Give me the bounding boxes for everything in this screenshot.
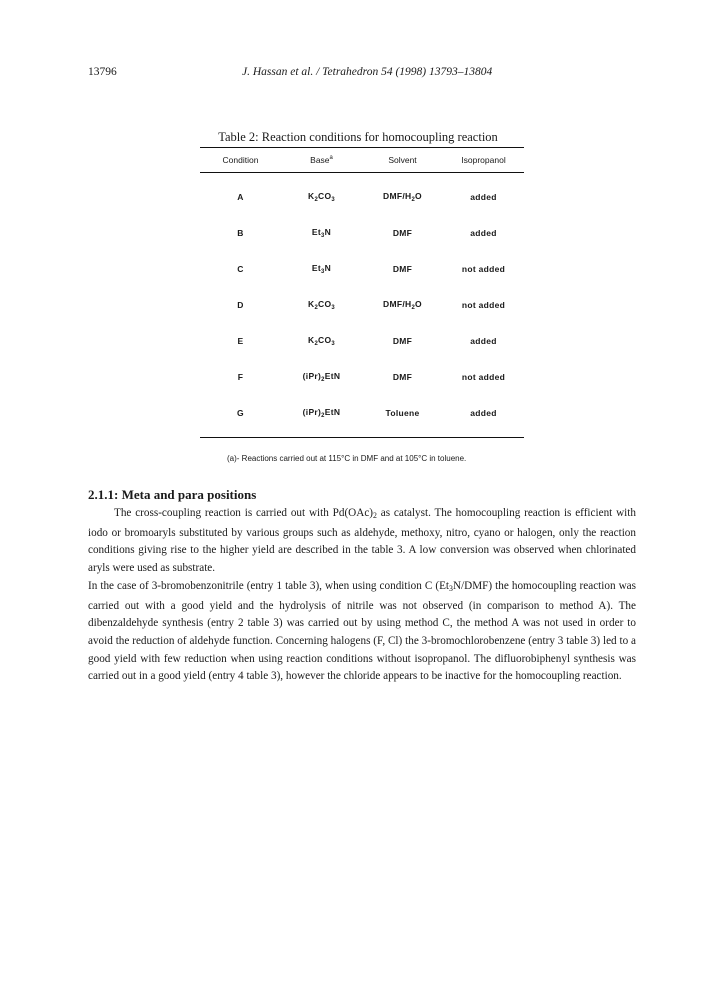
cell-solvent: DMF xyxy=(392,228,413,238)
table-row xyxy=(200,395,524,437)
running-head: J. Hassan et al. / Tetrahedron 54 (1998) 13793–13804 xyxy=(242,66,493,78)
reaction-conditions-table xyxy=(200,130,524,438)
table-body xyxy=(200,173,524,437)
cell-condition: G xyxy=(237,408,244,418)
page-number: 13796 xyxy=(88,66,117,78)
cell-solvent: DMF/$H_2O$ xyxy=(383,299,422,311)
table-row xyxy=(200,251,524,287)
cell-condition: E xyxy=(237,336,244,346)
cell-base: $K_2CO_3$ xyxy=(307,299,336,311)
cell-base: $K_2CO_3$ xyxy=(307,191,336,203)
cell-condition: B xyxy=(237,228,244,238)
table-footnote: (a)- Reactions carried out at 115°C in DMF and at 105°C in toluene. xyxy=(227,454,467,463)
cell-solvent: DMF xyxy=(392,336,413,346)
cell-isopropanol: added xyxy=(470,228,497,238)
column-header-base: Base$^a$ xyxy=(310,155,333,165)
column-header-solvent: Solvent xyxy=(388,155,417,165)
cell-solvent: DMF/$H_2O$ xyxy=(383,191,422,203)
cell-isopropanol: not added xyxy=(461,300,506,310)
page-header xyxy=(0,66,720,82)
cell-condition: C xyxy=(237,264,244,274)
cell-isopropanol: not added xyxy=(461,264,506,274)
cell-solvent: Toluene xyxy=(385,408,420,418)
section-heading: 2.1.1: Meta and para positions xyxy=(88,487,257,502)
table-row xyxy=(200,173,524,215)
table-row xyxy=(200,359,524,395)
cell-condition: F xyxy=(237,372,244,382)
cell-base: $Et_3N$ xyxy=(311,263,332,275)
cell-base: $Et_3N$ xyxy=(311,227,332,239)
table-grid xyxy=(200,148,524,437)
cell-base: $K_2CO_3$ xyxy=(307,335,336,347)
table-title: Table 2: Reaction conditions for homocoupling reaction xyxy=(218,130,498,144)
cell-base: $(iPr)_2EtN$ xyxy=(302,371,341,383)
cell-isopropanol: added xyxy=(470,408,497,418)
column-header-condition: Condition xyxy=(222,155,259,165)
paragraph-1: The cross-coupling reaction is carried out with $Pd(OAc)_2$ as catalyst. The homocoupling reaction is efficient with iodo or bromoaryls substituted by various groups such as aldehyde, methoxy, nitro, cyano or halogen, only the reaction conditions giving rise to the higher yield are described in the table 3. A low conversion was observed when chlorinated aryls were used as substrate. xyxy=(88,507,636,575)
cell-solvent: DMF xyxy=(392,372,413,382)
table-bottom-rule xyxy=(200,437,524,438)
paragraph-2: In the case of 3-bromobenzonitrile (entry 1 table 3), when using condition C $(Et_3N/DMF)$ the homocoupling reaction was carried out with a good yield and the hydrolysis of nitrile was not observed (in comparison to method A). The dibenzaldehyde synthesis (entry 2 table 3) was carried out by using method C, the method A was not used in order to avoid the reduction of aldehyde function. Concerning halogens (F, Cl) the 3-bromochlorobenzene (entry 3 table 3) led to a good yield with few reduction when using reaction conditions without isopropanol. The difluorobiphenyl synthesis was carried out in a good yield (entry 4 table 3), however the chloride appears to be inactive for the homocoupling reaction. xyxy=(88,579,636,683)
table-row xyxy=(200,215,524,251)
table-row xyxy=(200,287,524,323)
table-row xyxy=(200,323,524,359)
cell-solvent: DMF xyxy=(392,264,413,274)
cell-isopropanol: added xyxy=(470,336,497,346)
footnote-marker: a xyxy=(329,155,333,162)
body-text xyxy=(88,505,636,686)
column-header-isopropanol: Isopropanol xyxy=(461,155,506,165)
cell-base: $(iPr)_2EtN$ xyxy=(302,407,341,419)
cell-isopropanol: not added xyxy=(461,372,506,382)
cell-condition: D xyxy=(237,300,244,310)
cell-isopropanol: added xyxy=(470,192,497,202)
table-header-row xyxy=(200,148,524,172)
cell-condition: A xyxy=(237,192,244,202)
